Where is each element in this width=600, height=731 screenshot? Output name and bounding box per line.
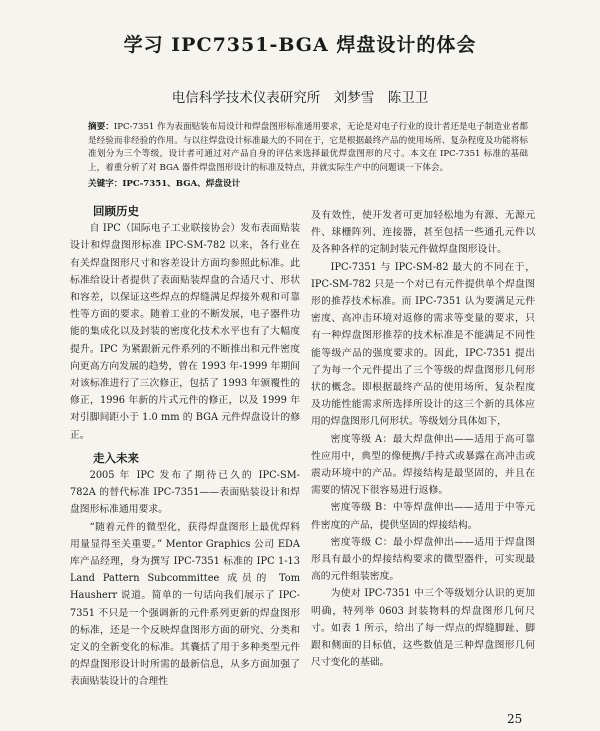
paragraph: 为使对 IPC-7351 中三个等级划分认识的更加明确，特列举 0603 封装物料的焊盘图形几何尺寸。如表 1 所示，给出了每一焊点的焊缝脚趾、脚跟和侧面的目标值，这些数值是三种焊盘图形几何尺寸变化的基础。 xyxy=(311,588,535,669)
paragraph: 密度等级 A：最大焊盘伸出——适用于高可靠性应用中，典型的像便携/手持式或暴露在高冲击或震动环境中的产品。焊接结构是最坚固的，并且在需要的情况下很容易进行返修。 xyxy=(311,433,535,497)
article-title: 学习 IPC7351-BGA 焊盘设计的体会 xyxy=(123,34,477,56)
abstract xyxy=(88,121,528,175)
paragraph: 密度等级 C：最小焊盘伸出——适用于焊盘图形具有最小的焊接结构要求的微型器件，可实现最高的元件组装密度。 xyxy=(311,536,535,583)
paragraph: 自 IPC（国际电子工业联接协会）发布表面贴装设计和焊盘图形标准 IPC-SM-782 以来，各行业在有关焊盘图形尺寸和容差设计方面均参照此标准。此标准给设计者提供了表面贴装焊盘的合适尺寸、形状和容差，以保证这些焊点的焊缝满足焊接外观和可靠性等方面的要求。随着工业的不断发展，电子器件功能的集成化以及封装的密度化技术水平也有了大幅度提升。IPC 为紧跟新元件系列的不断推出和元件密度向更高方向发展的趋势，曾在 1993 年-1999 年期间对该标准进行了三次修正，包括了 1993 年颁覆性的修正，1996 年新的片式元件的修正，以及 1999 年对引脚间距小于 1.0 mm 的 BGA 元件焊盘设计的修正。 xyxy=(70,223,300,441)
paragraph: IPC-7351 与 IPC-SM-82 最大的不同在于，IPC-SM-782 只是一个对已有元件提供单个焊盘图形的推荐技术标准。而 IPC-7351 认为要满足元件密度、高冲击环境对返修的需求等变量的要求，只有一种焊盘图形推荐的技术标准是不能满足不同性能等级产品的强度要求的。因此，IPC-7351 提出了为每一个元件提出了三个等级的焊盘图形几何形状的概念。即根据最终产品的使用场所、复杂程度及功能性能需求所选择所设计的这三个新的具体应用的焊盘图形几何形状。等级划分具体如下， xyxy=(311,261,535,428)
keywords: 关键字：IPC-7351、BGA、焊盘设计 xyxy=(88,179,241,189)
page-number: 25 xyxy=(507,712,523,726)
left-column xyxy=(70,203,300,691)
section-heading-history: 回顾历史 xyxy=(93,204,139,218)
paragraph: 密度等级 B：中等焊盘伸出——适用于中等元件密度的产品，提供坚固的焊接结构。 xyxy=(311,502,535,531)
article-authors: 电信科学技术仪表研究所 刘梦雪 陈卫卫 xyxy=(171,90,429,106)
paragraph: 及有效性，使开发者可更加轻松地为有源、无源元件、球栅阵列、连接器，甚至包括一些通孔元件以及各种各样的定制封装元件做焊盘图形设计。 xyxy=(311,210,535,256)
paragraph: “随着元件的微型化，获得焊盘图形上最优焊料用量显得至关重要。” Mentor Graphics 公司 EDA 库产品经理，身为撰写 IPC-7351 标准的 IPC 1-13 Land Pattern Subcommittee 成员的 Tom Hausherr 说道。简单的一句话向我们展示了 IPC-7351 不只是一个强调新的元件系列更新的焊盘图形的标准，还是一个反映焊盘图形方面的研究、分类和定义的全新变化的标准。其囊括了用于多种类型元件的焊盘图形设计时所需的最新信息，从多方面加强了表面贴装设计的合理性 xyxy=(70,521,300,688)
paragraph: 2005 年 IPC 发布了期待已久的 IPC-SM-782A 的替代标准 IPC-7351——表面贴装设计和焊盘图形标准通用要求。 xyxy=(70,470,300,516)
abstract-text: IPC-7351 作为表面贴装布局设计和焊盘图形标准通用要求，无论是对电子行业的设计者还是电子制造业者都是经验而非经验的作用。与以往焊盘设计标准最大的不同在于，它是根据最终产品的使用场所、复杂程度及功能将标准划分为三个等级，设计者可通过对产品自身的评估来选择最优焊盘图形的尺寸。本文在 IPC-7351 标准的基础上，着重分析了对 BGA 器件焊盘图形设计的标准及特点，并就实际生产中的问题谈一下体会。 xyxy=(88,122,528,173)
abstract-label: 摘要： xyxy=(88,122,114,132)
right-column xyxy=(311,207,535,671)
section-heading-future: 走入未来 xyxy=(93,450,139,465)
